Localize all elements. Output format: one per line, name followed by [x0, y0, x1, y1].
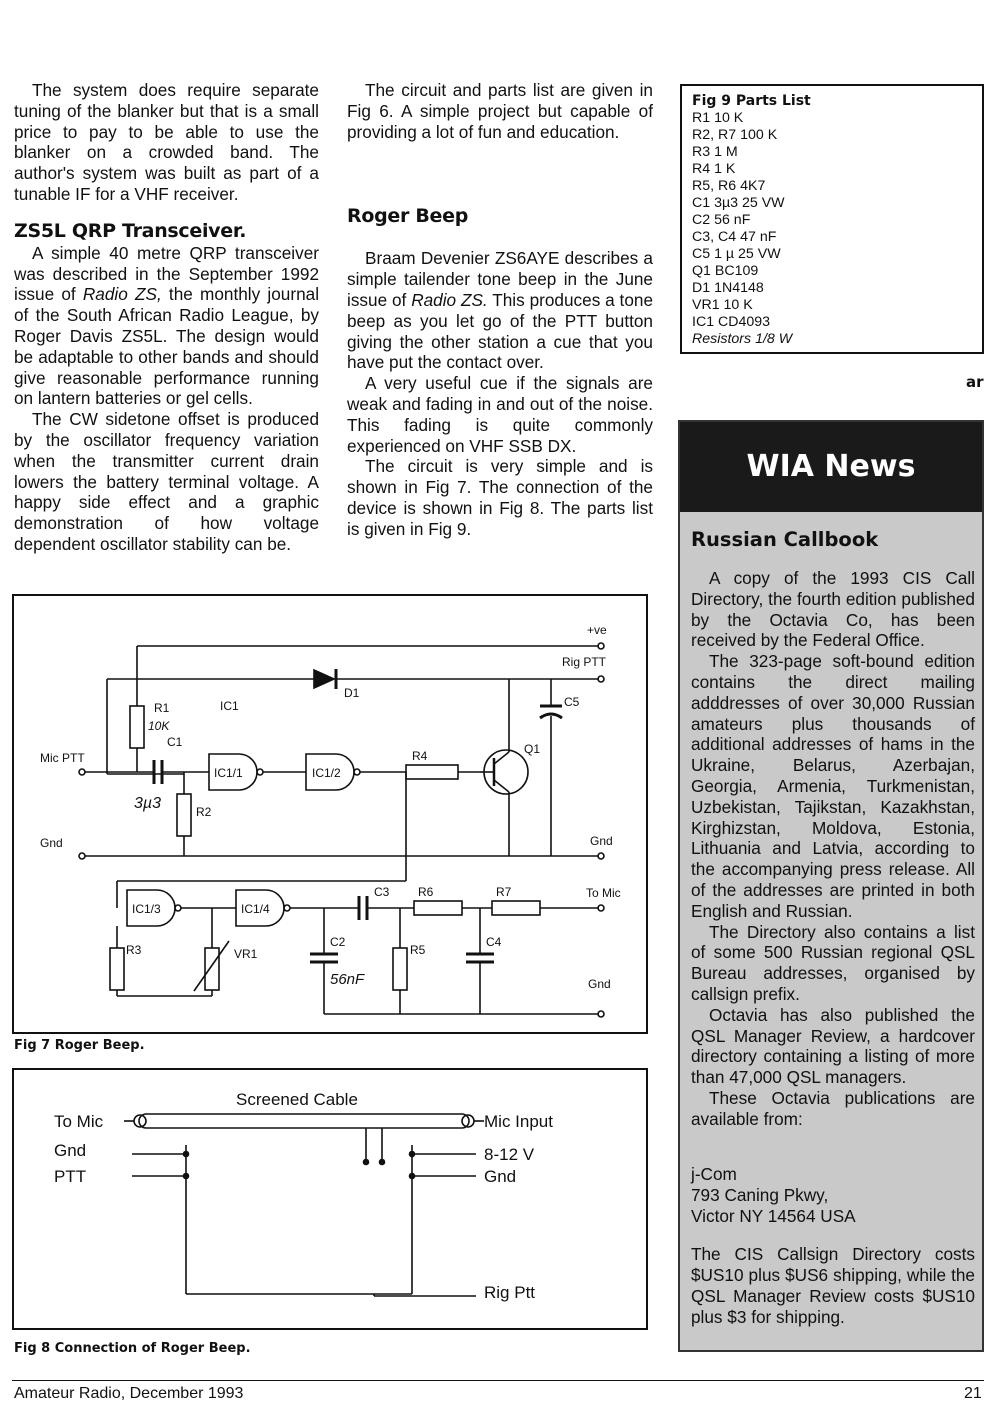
r1-label: R1	[154, 701, 170, 715]
part-item: R4 1 K	[692, 161, 736, 177]
ic1-1-label: IC1/1	[214, 766, 243, 780]
left-paragraph-3: The CW sidetone offset is produced by the oscillator frequency variation when the transmitter current drain lowers the battery terminal voltage. A happy side effect and a graphic demonstration of how voltage dependent oscillator stability can be.	[14, 409, 319, 554]
wia-news-title: WIA News	[680, 422, 982, 512]
vcc-label: +ve	[587, 623, 607, 637]
r2-label: R2	[196, 805, 212, 819]
part-item: Q1 BC109	[692, 263, 759, 279]
part-item: R5, R6 4K7	[692, 178, 766, 194]
cost-paragraph: The CIS Callsign Directory costs $US10 plus $US6 shipping, while the QSL Manager Review costs $US10 plus $3 for shipping.	[691, 1244, 975, 1327]
mid-paragraph-3: A very useful cue if the signals are weak and fading in and out of the noise. This fading is quite commonly experienced on VHF SSB DX.	[347, 373, 653, 456]
footer-publication: Amateur Radio, December 1993	[14, 1385, 244, 1402]
part-item: R3 1 M	[692, 144, 738, 160]
part-item: VR1 10 K	[692, 297, 753, 313]
wia-paragraph: The 323-page soft-bound edition contains the direct mailing adddresses of over 30,000 Russian amateurs plus thousands of additional addresses of hams in the Ukraine, Belarus, Azerbajan, Georgia, Armenia, Turkmenistan, Uzbekistan, Tajikstan, Kazakhstan, Kirghizstan, Moldova, Estonia, Lithuania and Latvia, according to the accompanying press release. All of the addresses are printed in both English and Russian.	[691, 651, 975, 921]
r3-label: R3	[126, 943, 142, 957]
vr1-label: VR1	[234, 947, 258, 961]
ic1-2-label: IC1/2	[312, 766, 341, 780]
gnd-label: Gnd	[590, 834, 613, 848]
mid-paragraph-4: The circuit is very simple and is shown in Fig 7. The connection of the device is shown in Fig 8. The parts list is given in Fig 9.	[347, 456, 653, 539]
fig7-caption: Fig 7 Roger Beep.	[14, 1038, 145, 1053]
gnd-left-label: Gnd	[54, 1141, 87, 1160]
part-item: IC1 CD4093	[692, 314, 771, 330]
to-mic-label: To Mic	[54, 1112, 104, 1131]
gnd-right-label: Gnd	[484, 1167, 517, 1186]
rig-ptt-label: Rig Ptt	[484, 1283, 536, 1302]
parts-list-title: Fig 9 Parts List	[692, 93, 811, 109]
address-block	[691, 1164, 856, 1227]
fig7-schematic	[12, 594, 648, 1034]
r7-label: R7	[496, 885, 512, 899]
c5-label: C5	[564, 695, 580, 709]
fig8-caption: Fig 8 Connection of Roger Beep.	[14, 1341, 251, 1356]
left-paragraph-1: The system does require separate tuning of the blanker but that is a small price to pay to be able to use the blanker on a crowded band. The author's system was built as part of a tunable IF for a VHF receiver.	[14, 80, 319, 204]
address-line: j-Com	[691, 1164, 737, 1184]
part-item: D1 1N4148	[692, 280, 764, 296]
rig-ptt-label: Rig PTT	[562, 655, 607, 669]
parts-note: Resistors 1/8 W	[692, 331, 793, 347]
zs5l-heading: ZS5L QRP Transceiver.	[14, 219, 247, 242]
end-mark: ar	[966, 373, 984, 391]
c1-value: 3µ3	[134, 795, 162, 812]
roger-beep-heading: Roger Beep	[347, 205, 469, 228]
r4-label: R4	[412, 749, 428, 763]
d1-label: D1	[344, 686, 360, 700]
wia-body	[691, 568, 975, 1130]
part-item: C3, C4 47 nF	[692, 229, 777, 245]
c2-label: C2	[330, 935, 346, 949]
r5-label: R5	[410, 943, 426, 957]
to-mic-label: To Mic	[586, 886, 621, 900]
screened-cable-label: Screened Cable	[236, 1090, 358, 1109]
address-line: Victor NY 14564 USA	[691, 1206, 856, 1226]
wia-paragraph: The Directory also contains a list of some 500 Russian regional QSL Bureau addresses, organised by callsign prefix.	[691, 921, 975, 1004]
part-item: C2 56 nF	[692, 212, 751, 228]
mic-input-label: Mic Input	[484, 1112, 553, 1131]
r1-value: 10K	[148, 719, 170, 733]
supply-label: 8-12 V	[484, 1145, 535, 1164]
mid-paragraph-2: Braam Devenier ZS6AYE describes a simple tailender tone beep in the June issue of Radio ZS. This produces a tone beep as you let go of the PTT button giving the other station a cue that you have put the contact over.	[347, 248, 654, 373]
mic-ptt-label: Mic PTT	[40, 751, 85, 765]
wia-paragraph: A copy of the 1993 CIS Call Directory, the fourth edition published by the Octavia Co, has been received by the Federal Office.	[691, 568, 975, 651]
fig7-svg	[14, 596, 646, 1032]
ic1-label: IC1	[220, 699, 239, 713]
middle-column	[347, 80, 653, 540]
part-item: R1 10 K	[692, 110, 744, 126]
wia-paragraph: Octavia has also published the QSL Manager Review, a hardcover directory containing a listing of more than 47,000 QSL managers.	[691, 1004, 975, 1088]
q1-label: Q1	[524, 742, 541, 756]
part-item: R2, R7 100 K	[692, 127, 778, 143]
ptt-label: PTT	[54, 1167, 87, 1186]
wia-paragraph: These Octavia publications are available from:	[691, 1087, 975, 1129]
left-column	[14, 80, 319, 555]
gnd-label: Gnd	[588, 977, 611, 991]
ic1-4-label: IC1/4	[241, 902, 270, 916]
footer-rule	[12, 1380, 984, 1381]
ic1-3-label: IC1/3	[132, 902, 161, 916]
r6-label: R6	[418, 885, 434, 899]
page-number: 21	[964, 1385, 982, 1402]
c2-value: 56nF	[330, 971, 365, 988]
part-item: C5 1 µ 25 VW	[692, 246, 781, 262]
russian-callbook-heading: Russian Callbook	[691, 528, 879, 551]
fig8-svg	[14, 1070, 646, 1328]
address-line: 793 Caning Pkwy,	[691, 1185, 829, 1205]
c3-label: C3	[374, 885, 390, 899]
part-item: C1 3µ3 25 VW	[692, 195, 785, 211]
left-paragraph-2: A simple 40 metre QRP transceiver was described in the September 1992 issue of Radio ZS, the monthly journal of the South African Radio League, by Roger Davis ZS5L. The design would be adaptable to other bands and should give reasonable performance running on lantern batteries or gel cells.	[14, 242, 320, 409]
fig8-connection	[12, 1068, 648, 1330]
mid-paragraph-1: The circuit and parts list are given in Fig 6. A simple project but capable of providing a lot of fun and education.	[347, 80, 653, 142]
gnd-label: Gnd	[40, 836, 63, 850]
c4-label: C4	[486, 935, 502, 949]
c1-label: C1	[167, 735, 183, 749]
parts-list-box	[680, 84, 984, 354]
wia-news-box	[678, 420, 984, 1352]
